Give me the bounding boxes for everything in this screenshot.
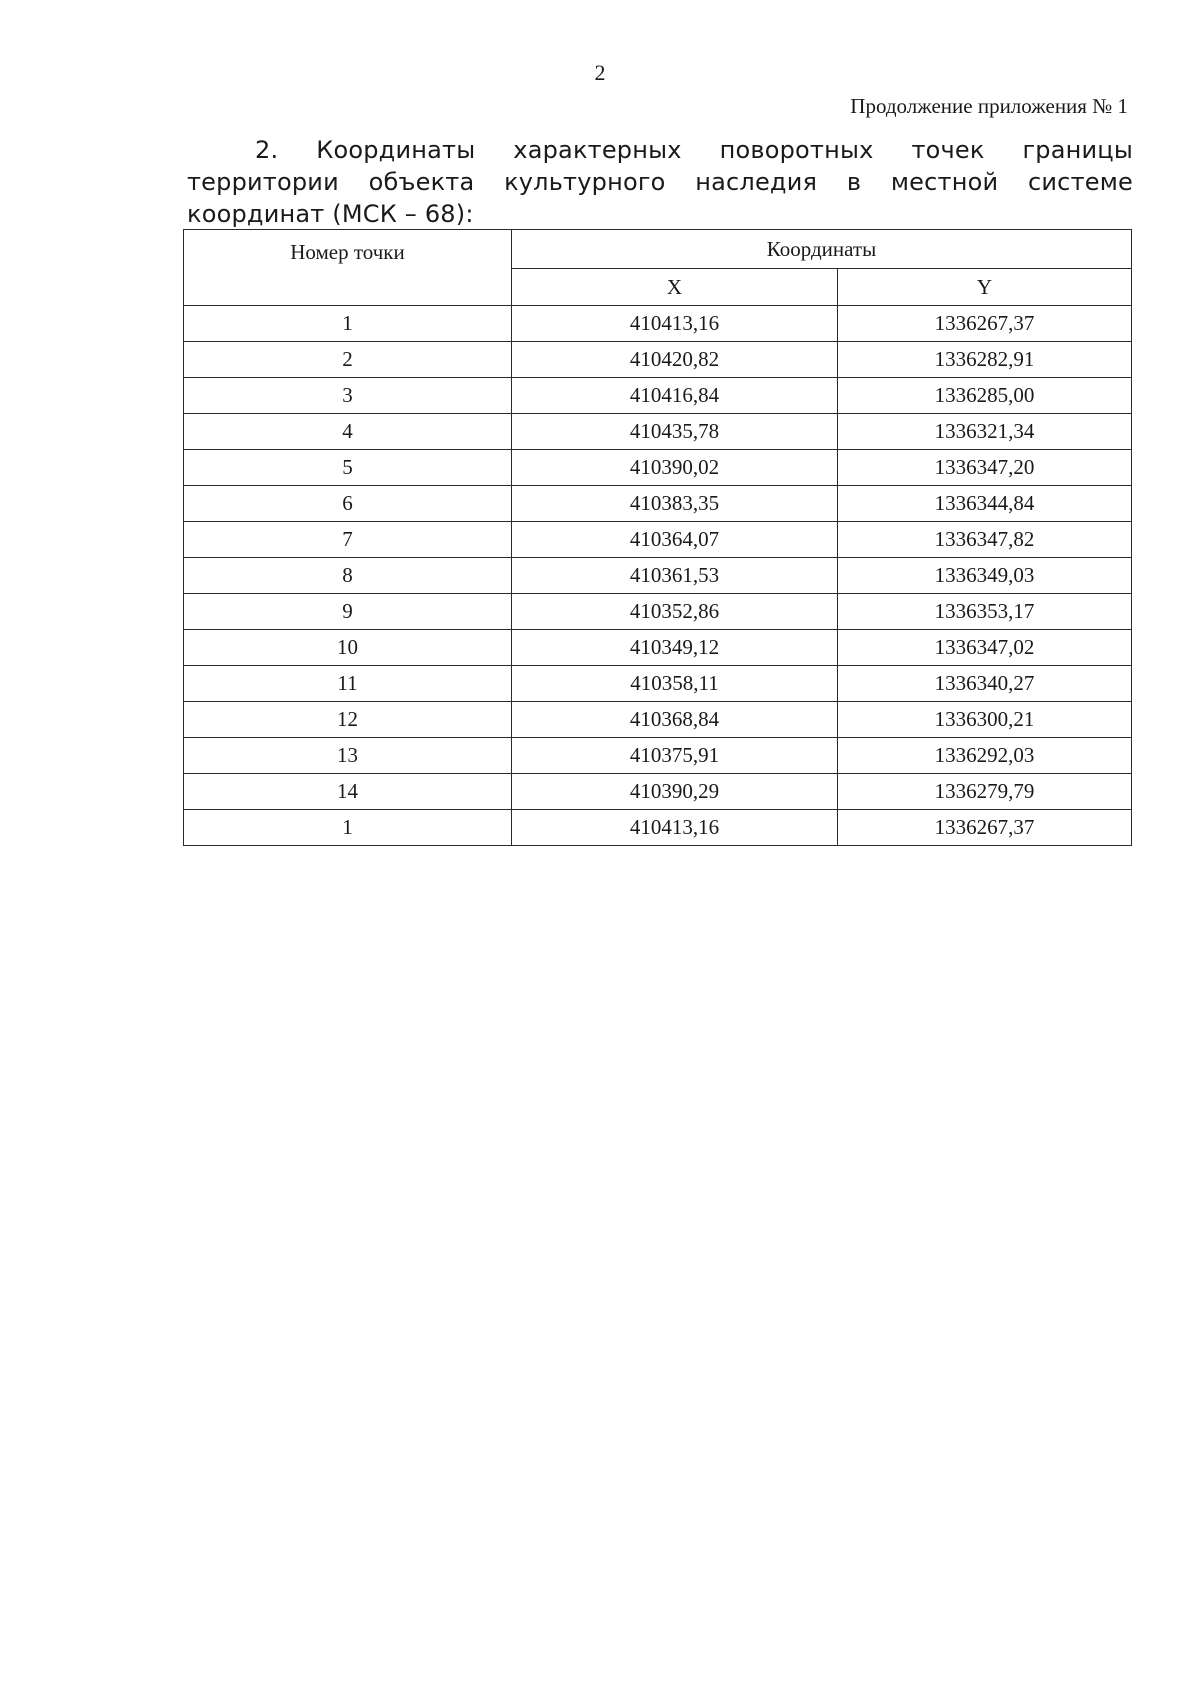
x-coordinate-cell: 410352,86 [512, 594, 838, 630]
x-column-header: X [512, 269, 838, 306]
y-coordinate-cell: 1336282,91 [838, 342, 1132, 378]
table-row [184, 414, 1132, 450]
coordinates-table [183, 229, 1132, 846]
point-number-cell: 4 [184, 414, 512, 450]
x-coordinate-cell: 410416,84 [512, 378, 838, 414]
x-coordinate-cell: 410413,16 [512, 810, 838, 846]
table-row [184, 450, 1132, 486]
table-row [184, 486, 1132, 522]
x-coordinate-cell: 410358,11 [512, 666, 838, 702]
point-number-cell: 6 [184, 486, 512, 522]
x-coordinate-cell: 410383,35 [512, 486, 838, 522]
table-row [184, 306, 1132, 342]
page-number: 2 [594, 60, 606, 85]
appendix-continuation-label: Продолжение приложения № 1 [850, 94, 1128, 118]
table-header-row [184, 230, 1132, 269]
section-intro-paragraph: 2. Координаты характерных поворотных точек границы территории объекта культурного наследия в местной системе координат (МСК – 68): [187, 136, 1133, 228]
y-coordinate-cell: 1336349,03 [838, 558, 1132, 594]
y-column-header: Y [838, 269, 1132, 306]
table-row [184, 810, 1132, 846]
x-coordinate-cell: 410375,91 [512, 738, 838, 774]
coordinates-header: Координаты [512, 230, 1132, 269]
y-coordinate-cell: 1336321,34 [838, 414, 1132, 450]
table-row [184, 342, 1132, 378]
y-coordinate-cell: 1336267,37 [838, 306, 1132, 342]
y-coordinate-cell: 1336347,02 [838, 630, 1132, 666]
point-number-cell: 1 [184, 306, 512, 342]
table-row [184, 378, 1132, 414]
y-coordinate-cell: 1336300,21 [838, 702, 1132, 738]
table-row [184, 666, 1132, 702]
y-coordinate-cell: 1336267,37 [838, 810, 1132, 846]
point-number-cell: 11 [184, 666, 512, 702]
point-number-cell: 8 [184, 558, 512, 594]
point-number-cell: 10 [184, 630, 512, 666]
x-coordinate-cell: 410390,02 [512, 450, 838, 486]
point-number-cell: 3 [184, 378, 512, 414]
table-row [184, 594, 1132, 630]
y-coordinate-cell: 1336353,17 [838, 594, 1132, 630]
point-number-header: Номер точки [184, 230, 512, 306]
x-coordinate-cell: 410364,07 [512, 522, 838, 558]
point-number-cell: 2 [184, 342, 512, 378]
y-coordinate-cell: 1336344,84 [838, 486, 1132, 522]
table-row [184, 558, 1132, 594]
point-number-cell: 13 [184, 738, 512, 774]
point-number-cell: 9 [184, 594, 512, 630]
x-coordinate-cell: 410413,16 [512, 306, 838, 342]
x-coordinate-cell: 410390,29 [512, 774, 838, 810]
table-row [184, 774, 1132, 810]
table-row [184, 738, 1132, 774]
point-number-cell: 5 [184, 450, 512, 486]
table-row [184, 630, 1132, 666]
point-number-cell: 7 [184, 522, 512, 558]
y-coordinate-cell: 1336347,82 [838, 522, 1132, 558]
x-coordinate-cell: 410361,53 [512, 558, 838, 594]
x-coordinate-cell: 410435,78 [512, 414, 838, 450]
y-coordinate-cell: 1336292,03 [838, 738, 1132, 774]
y-coordinate-cell: 1336285,00 [838, 378, 1132, 414]
y-coordinate-cell: 1336347,20 [838, 450, 1132, 486]
y-coordinate-cell: 1336340,27 [838, 666, 1132, 702]
x-coordinate-cell: 410349,12 [512, 630, 838, 666]
x-coordinate-cell: 410368,84 [512, 702, 838, 738]
point-number-cell: 1 [184, 810, 512, 846]
point-number-cell: 14 [184, 774, 512, 810]
y-coordinate-cell: 1336279,79 [838, 774, 1132, 810]
table-row [184, 702, 1132, 738]
point-number-cell: 12 [184, 702, 512, 738]
table-row [184, 522, 1132, 558]
x-coordinate-cell: 410420,82 [512, 342, 838, 378]
